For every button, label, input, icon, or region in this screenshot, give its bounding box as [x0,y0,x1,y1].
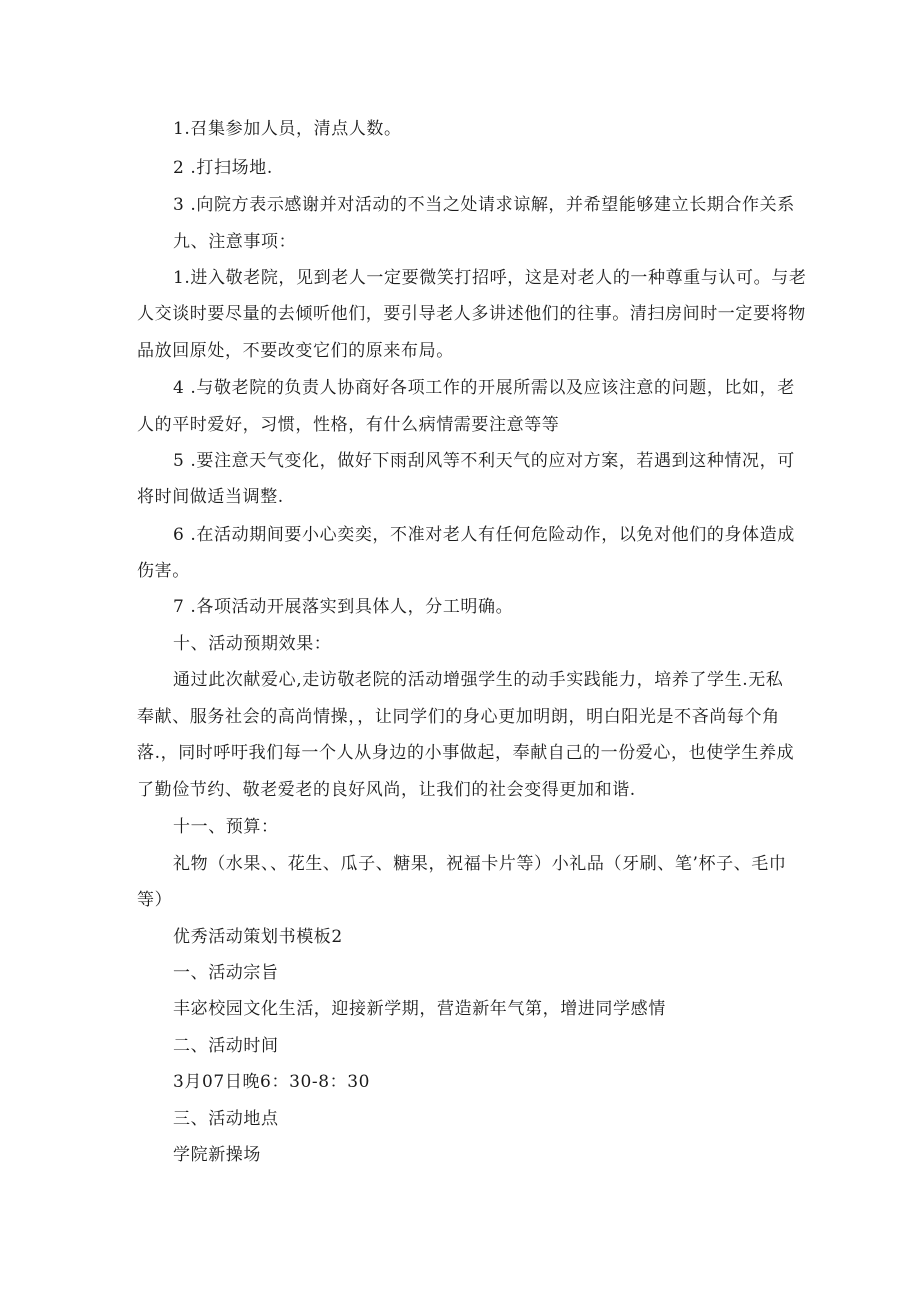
text-line: 3月07日晚6：30-8：30 [173,1072,371,1092]
section-heading: 一、活动宗旨 [173,963,279,983]
text-line: 人的平时爱好，习惯，性格，有什么病情需要注意等等 [137,415,560,435]
text-line: 3 .向院方表示感谢并对活动的不当之处请求谅解，并希望能够建立长期合作关系 [173,195,795,215]
section-heading: 九、注意事项： [173,232,297,252]
text-line: 学院新操场 [173,1145,261,1165]
section-heading: 十、活动预期效果： [173,634,332,654]
text-line: 品放回原处，不要改变它们的原来布局。 [137,341,454,361]
text-line: 等） [137,890,173,910]
text-line: 5 .要注意天气变化，做好下雨刮风等不利天气的应对方案，若遇到这种情况，可 [173,451,795,471]
section-heading: 二、活动时间 [173,1036,279,1056]
text-line: 奉献、服务社会的高尚情操，，让同学们的身心更加明朗，明白阳光是不吝尚每个角 [137,707,780,727]
text-line: 将时间做适当调整. [137,487,284,507]
section-heading: 十一、预算： [173,817,279,837]
text-line: 2 .打扫场地. [173,158,273,178]
text-line: 1.召集参加人员，清点人数。 [173,119,402,139]
text-line: 人交谈时要尽量的去倾听他们，要引导老人多讲述他们的往事。清扫房间时一定要将物 [137,304,806,324]
text-line: 礼物（水果、、花生、瓜子、糖果，祝福卡片等）小礼品（牙刷、笔’杯子、毛巾 [173,854,787,874]
text-line: 丰宓校园文化生活，迎接新学期，营造新年气第，增进同学感情 [173,999,666,1019]
text-line: 落.，同时呼吁我们每一个人从身边的小事做起，奉献自己的一份爱心，也使学生养成 [137,743,795,763]
text-line: 6 .在活动期间要小心奕奕，不准对老人有任何危险动作，以免对他们的身体造成 [173,525,795,545]
document-title: 优秀活动策划书模板2 [173,927,343,947]
text-line: 伤害。 [137,561,190,581]
text-line: 了勤俭节约、敬老爱老的良好风尚，让我们的社会变得更加和谐. [137,780,636,800]
text-line: 4 .与敬老院的负责人协商好各项工作的开展所需以及应该注意的问题，比如，老 [173,378,795,398]
text-line: 1.进入敬老院，见到老人一定要微笑打招呼，这是对老人的一种尊重与认可。与老 [173,268,807,288]
text-line: 7 .各项活动开展落实到具体人，分工明确。 [173,597,514,617]
text-line: 通过此次献爱心,走访敬老院的活动增强学生的动手实践能力，培养了学生.无私 [173,670,784,690]
section-heading: 三、活动地点 [173,1109,279,1129]
